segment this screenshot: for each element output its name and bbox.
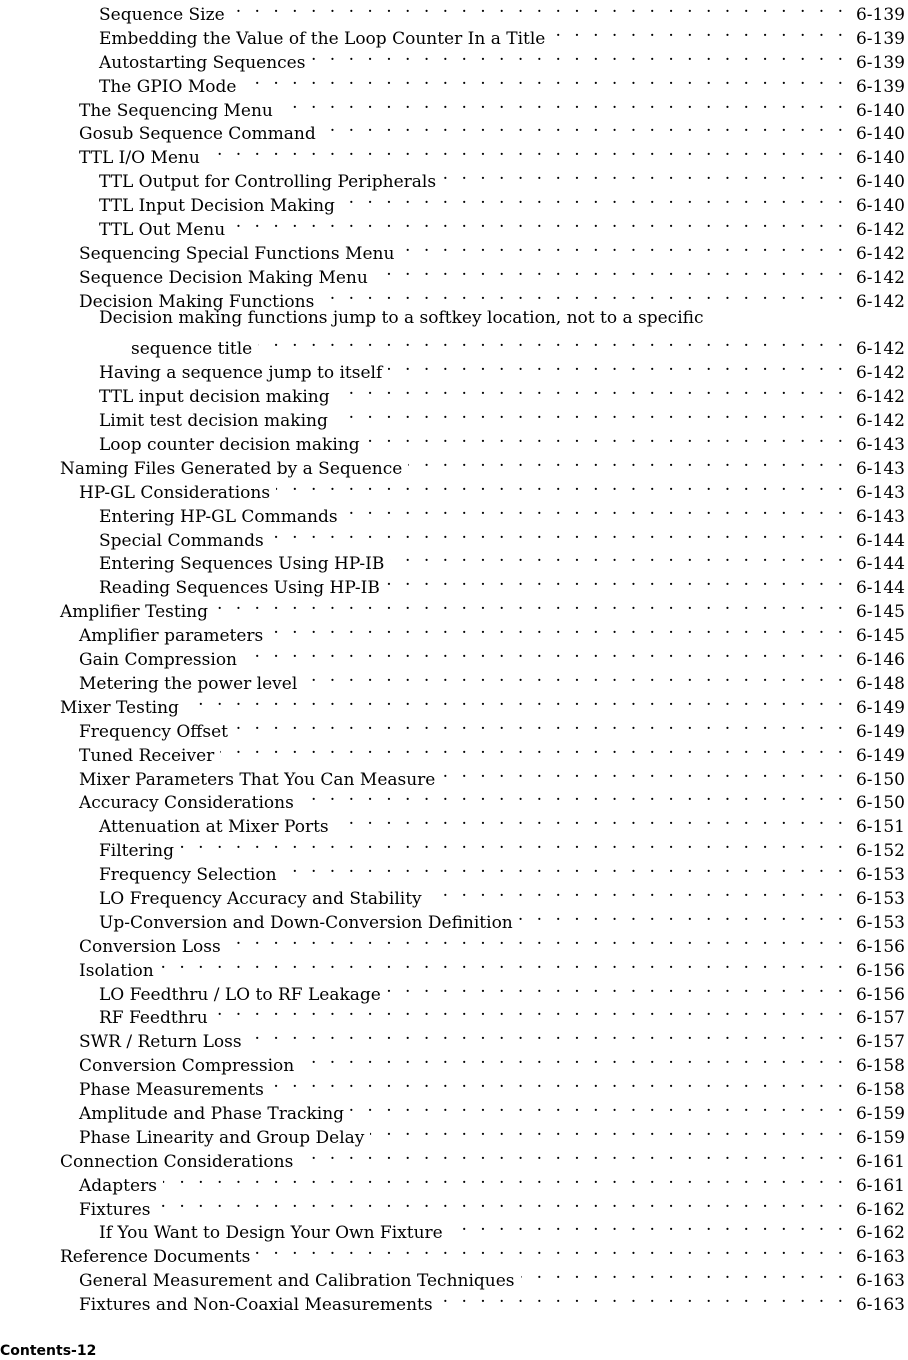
dot-leader <box>163 1167 843 1191</box>
toc-entry[interactable] <box>0 1238 908 1268</box>
toc-entry[interactable] <box>0 474 908 503</box>
toc-entry-page: 6-144 <box>855 530 905 551</box>
dot-leader <box>157 1191 843 1215</box>
toc-entry[interactable] <box>0 713 908 742</box>
dot-leader <box>214 999 843 1023</box>
toc-entry-page: 6-140 <box>855 172 905 193</box>
dot-leader <box>374 259 843 283</box>
toc-entry[interactable] <box>0 211 908 241</box>
toc-entry[interactable] <box>0 832 908 862</box>
dot-leader <box>270 1071 843 1095</box>
toc-entry-page: 6-163 <box>855 1271 905 1292</box>
toc-entry-page: 6-139 <box>855 5 905 25</box>
dot-leader <box>227 928 843 952</box>
toc-entry[interactable] <box>0 1119 908 1148</box>
dot-leader <box>248 1023 843 1047</box>
toc-entry-title: Connection Considerations <box>60 1151 294 1172</box>
toc-entry-page: 6-143 <box>855 506 905 527</box>
toc-entry-page: 6-142 <box>855 243 905 264</box>
toc-entry-title: Entering Sequences Using HP-IB <box>99 554 385 575</box>
toc-entry[interactable] <box>0 1023 908 1053</box>
dot-leader <box>303 665 843 689</box>
toc-entry-title: Phase Measurements <box>79 1080 264 1101</box>
toc-entry[interactable] <box>0 378 908 408</box>
toc-entry[interactable] <box>0 20 908 49</box>
toc-entry-title: Having a sequence jump to itself <box>99 363 383 384</box>
toc-entry-title: Accuracy Considerations <box>79 793 294 814</box>
toc-entry-title: LO Feedthru / LO to RF Leakage <box>99 984 381 1005</box>
dot-leader <box>521 1262 843 1286</box>
toc-entry-page: 6-150 <box>855 793 905 814</box>
toc-entry[interactable] <box>0 1167 908 1196</box>
toc-entry-title: SWR / Return Loss <box>79 1032 242 1053</box>
toc-entry[interactable] <box>0 402 908 432</box>
dot-leader <box>336 378 843 402</box>
toc-entry-page: 6-149 <box>855 697 905 718</box>
toc-entry[interactable] <box>0 426 908 456</box>
dot-leader <box>269 617 843 641</box>
toc-entry-title: Amplifier Testing <box>60 602 208 623</box>
dot-leader <box>350 1095 843 1119</box>
toc-entry[interactable] <box>0 1262 908 1292</box>
dot-leader <box>439 1286 843 1310</box>
dot-leader <box>206 139 843 163</box>
toc-entry-title: Decision Making Functions <box>79 291 315 312</box>
toc-entry[interactable] <box>0 545 908 575</box>
toc-entry[interactable] <box>0 737 908 766</box>
toc-entry-title: Up-Conversion and Down-Conversion Definition <box>99 912 513 933</box>
toc-entry[interactable] <box>0 163 908 193</box>
toc-entry[interactable] <box>0 593 908 623</box>
toc-entry-title: TTL Input Decision Making <box>99 196 335 217</box>
dot-leader <box>322 115 843 139</box>
toc-entry-page: 6-158 <box>855 1080 905 1101</box>
toc-entry-page: 6-139 <box>855 76 905 97</box>
toc-entry-continuation[interactable] <box>0 330 908 360</box>
toc-entry-title: Reading Sequences Using HP-IB <box>99 578 380 599</box>
toc-entry[interactable] <box>0 976 908 1005</box>
dot-leader <box>180 832 843 856</box>
toc-entry-title: LO Frequency Accuracy and Stability <box>99 888 422 909</box>
toc-entry-page: 6-157 <box>855 1008 905 1029</box>
toc-entry[interactable] <box>0 1071 908 1101</box>
toc-entry[interactable] <box>0 259 908 288</box>
toc-entry-title: Mixer Testing <box>60 697 179 718</box>
toc-entry-title: Fixtures <box>79 1199 151 1220</box>
toc-entry-title: Decision making functions jump to a softkey location, not to a specific <box>99 307 704 328</box>
toc-entry-page: 6-143 <box>855 458 905 479</box>
toc-entry-title: The GPIO Mode <box>99 76 237 97</box>
toc-entry-page: 6-163 <box>855 1295 905 1316</box>
toc-entry-page: 6-144 <box>855 554 905 575</box>
dot-leader <box>390 545 843 569</box>
toc-entry-page: 6-139 <box>855 28 905 49</box>
toc-entry[interactable] <box>0 880 908 909</box>
dot-leader <box>231 0 843 20</box>
toc-entry-title: Metering the power level <box>79 673 298 694</box>
toc-entry-title: Frequency Offset <box>79 721 228 742</box>
toc-entry-page: 6-139 <box>855 52 905 73</box>
toc-entry-page: 6-161 <box>855 1175 905 1196</box>
toc-entry-title: TTL I/O Menu <box>79 148 200 169</box>
toc-entry[interactable] <box>0 139 908 169</box>
toc-entry-title: Amplifier parameters <box>79 626 264 647</box>
toc-entry-page: 6-142 <box>855 339 905 360</box>
toc-entry[interactable] <box>0 1191 908 1220</box>
dot-leader <box>256 1238 843 1262</box>
toc-entry-title: Conversion Loss <box>79 936 221 957</box>
toc-entry-page: 6-142 <box>855 291 905 312</box>
toc-entry-title: Reference Documents <box>60 1247 251 1268</box>
toc-entry-page: 6-145 <box>855 602 905 623</box>
toc-entry-title: Loop counter decision making <box>99 435 360 456</box>
toc-entry-title: The Sequencing Menu <box>79 100 273 121</box>
toc-entry-title: General Measurement and Calibration Techniques <box>79 1271 515 1292</box>
toc-entry[interactable] <box>0 689 908 718</box>
toc-entry-title: Amplitude and Phase Tracking <box>79 1103 345 1124</box>
dot-leader <box>185 689 843 713</box>
toc-entry[interactable] <box>0 450 908 479</box>
dot-leader <box>344 498 843 522</box>
toc-entry-title: TTL Output for Controlling Peripherals <box>99 172 437 193</box>
toc-entry-title: Entering HP-GL Commands <box>99 506 338 527</box>
toc-entry[interactable] <box>0 761 908 790</box>
toc-entry-title: Tuned Receiver <box>79 745 215 766</box>
toc-entry[interactable] <box>0 498 908 527</box>
toc-entry[interactable] <box>0 283 908 312</box>
toc-entry-title: Gain Compression <box>79 650 238 671</box>
toc-entry-title: Sequence Decision Making Menu <box>79 267 368 288</box>
toc-entry-page: 6-153 <box>855 912 905 933</box>
toc-entry-title: Fixtures and Non-Coaxial Measurements <box>79 1295 433 1316</box>
toc-entry-page: 6-143 <box>855 435 905 456</box>
toc-entry-page: 6-150 <box>855 769 905 790</box>
dot-leader <box>311 44 843 68</box>
toc-entry-title: Phase Linearity and Group Delay <box>79 1127 365 1148</box>
dot-leader <box>243 641 843 665</box>
toc-entry-page: 6-149 <box>855 721 905 742</box>
toc-entry[interactable] <box>0 92 908 121</box>
toc-entry-page: 6-142 <box>855 411 905 432</box>
toc-entry-page: 6-140 <box>855 100 905 121</box>
dot-leader <box>400 235 843 259</box>
toc-entry[interactable] <box>0 856 908 886</box>
toc-entry-page: 6-156 <box>855 984 905 1005</box>
toc-entry[interactable] <box>0 44 908 73</box>
toc-entry-title: Gosub Sequence Command <box>79 124 316 145</box>
toc-entry-title: Filtering <box>99 841 174 862</box>
dot-leader <box>299 1143 843 1167</box>
toc-entry-page: 6-140 <box>855 196 905 217</box>
dot-leader <box>258 330 843 354</box>
dot-leader <box>387 976 843 1000</box>
toc-entry-title: Autostarting Sequences <box>99 52 306 73</box>
toc-entry[interactable] <box>0 928 908 957</box>
toc-entry-page: 6-159 <box>855 1127 905 1148</box>
toc-entry[interactable] <box>0 354 908 384</box>
dot-leader <box>370 1119 843 1143</box>
toc-entry[interactable] <box>0 1095 908 1124</box>
dot-leader <box>214 593 843 617</box>
toc-entry-page: 6-142 <box>855 363 905 384</box>
dot-leader <box>276 474 843 498</box>
toc-entry-page: 6-142 <box>855 267 905 288</box>
toc-entry[interactable] <box>0 187 908 217</box>
toc-entry-title: HP-GL Considerations <box>79 482 271 503</box>
dot-leader <box>220 737 843 761</box>
toc-entry-page: 6-156 <box>855 936 905 957</box>
toc-entry-title: Attenuation at Mixer Ports <box>99 817 329 838</box>
dot-leader <box>441 761 843 785</box>
dot-leader <box>519 904 843 928</box>
toc-entry[interactable] <box>0 1214 908 1244</box>
toc-entry-page: 6-152 <box>855 841 905 862</box>
dot-leader <box>341 187 843 211</box>
toc-entry-title: Embedding the Value of the Loop Counter In a Title <box>99 28 546 49</box>
dot-leader <box>242 68 843 92</box>
toc-entry-page: 6-162 <box>855 1199 905 1220</box>
dot-leader <box>334 402 843 426</box>
toc-entry-page: 6-161 <box>855 1151 905 1172</box>
toc-entry-page: 6-144 <box>855 578 905 599</box>
toc-entry-title: Mixer Parameters That You Can Measure <box>79 769 436 790</box>
toc-entry-title: TTL Out Menu <box>99 220 226 241</box>
dot-leader <box>270 522 843 546</box>
dot-leader <box>449 1214 843 1238</box>
dot-leader <box>320 283 843 307</box>
toc-entry-title-continued: sequence title <box>131 339 253 360</box>
toc-entry[interactable] <box>0 665 908 694</box>
dot-leader <box>300 1047 843 1071</box>
toc-entry-page: 6-143 <box>855 482 905 503</box>
toc-entry[interactable] <box>0 0 908 25</box>
dot-leader <box>386 569 843 593</box>
toc-entry[interactable] <box>0 999 908 1029</box>
toc-entry[interactable] <box>0 1143 908 1172</box>
dot-leader <box>428 880 843 904</box>
toc-entry-title: Frequency Selection <box>99 865 277 886</box>
toc-entry[interactable] <box>0 784 908 814</box>
dot-leader <box>388 354 843 378</box>
dot-leader <box>234 713 843 737</box>
toc-entry-title: Sequencing Special Functions Menu <box>79 243 395 264</box>
toc-entry-page: 6-151 <box>855 817 905 838</box>
toc-entry-page: 6-142 <box>855 220 905 241</box>
dot-leader <box>300 784 843 808</box>
toc-entry[interactable] <box>0 115 908 145</box>
toc-entry[interactable] <box>0 1047 908 1077</box>
toc-entry-page: 6-159 <box>855 1103 905 1124</box>
toc-entry-title: Special Commands <box>99 530 264 551</box>
toc-entry-page: 6-145 <box>855 626 905 647</box>
toc-entry-title: Isolation <box>79 960 154 981</box>
toc-entry[interactable] <box>0 307 908 331</box>
toc-entry-title: Sequence Size <box>99 5 225 25</box>
toc-entry-page: 6-157 <box>855 1032 905 1053</box>
dot-leader <box>408 450 843 474</box>
toc-entry-title: Limit test decision making <box>99 411 328 432</box>
dot-leader <box>231 211 843 235</box>
toc-entry-page: 6-142 <box>855 387 905 408</box>
toc-entry-page: 6-148 <box>855 673 905 694</box>
toc-entry-page: 6-153 <box>855 888 905 909</box>
toc-entry[interactable] <box>0 617 908 647</box>
toc-entry-title: RF Feedthru <box>99 1008 208 1029</box>
toc-entry-page: 6-158 <box>855 1056 905 1077</box>
toc-entry-page: 6-140 <box>855 124 905 145</box>
toc-entry[interactable] <box>0 522 908 551</box>
dot-leader <box>279 92 843 116</box>
toc-entry[interactable] <box>0 68 908 97</box>
toc-entry[interactable] <box>0 952 908 981</box>
toc-entry-title: Adapters <box>79 1175 157 1196</box>
toc-entry[interactable] <box>0 904 908 933</box>
toc-entry-page: 6-149 <box>855 745 905 766</box>
toc-entry[interactable] <box>0 1286 908 1316</box>
dot-leader <box>283 856 843 880</box>
toc-entry-title: TTL input decision making <box>99 387 330 408</box>
dot-leader <box>366 426 843 450</box>
dot-leader <box>551 20 843 44</box>
toc-entry[interactable] <box>0 235 908 264</box>
toc-entry-title: Conversion Compression <box>79 1056 295 1077</box>
dot-leader <box>442 163 843 187</box>
toc-entry[interactable] <box>0 808 908 838</box>
toc-entry-page: 6-153 <box>855 865 905 886</box>
dot-leader <box>160 952 843 976</box>
toc-entry-page: 6-162 <box>855 1223 905 1244</box>
toc-entry[interactable] <box>0 569 908 599</box>
toc-entry-title: If You Want to Design Your Own Fixture <box>99 1223 443 1244</box>
dot-leader <box>335 808 843 832</box>
toc-entry-page: 6-140 <box>855 148 905 169</box>
toc-entry-page: 6-156 <box>855 960 905 981</box>
toc-entry[interactable] <box>0 641 908 671</box>
toc-entry-title: Naming Files Generated by a Sequence <box>60 458 403 479</box>
page-footer-label: Contents-12 <box>0 1343 97 1359</box>
toc-entry-page: 6-163 <box>855 1247 905 1268</box>
toc-entry-page: 6-146 <box>855 650 905 671</box>
